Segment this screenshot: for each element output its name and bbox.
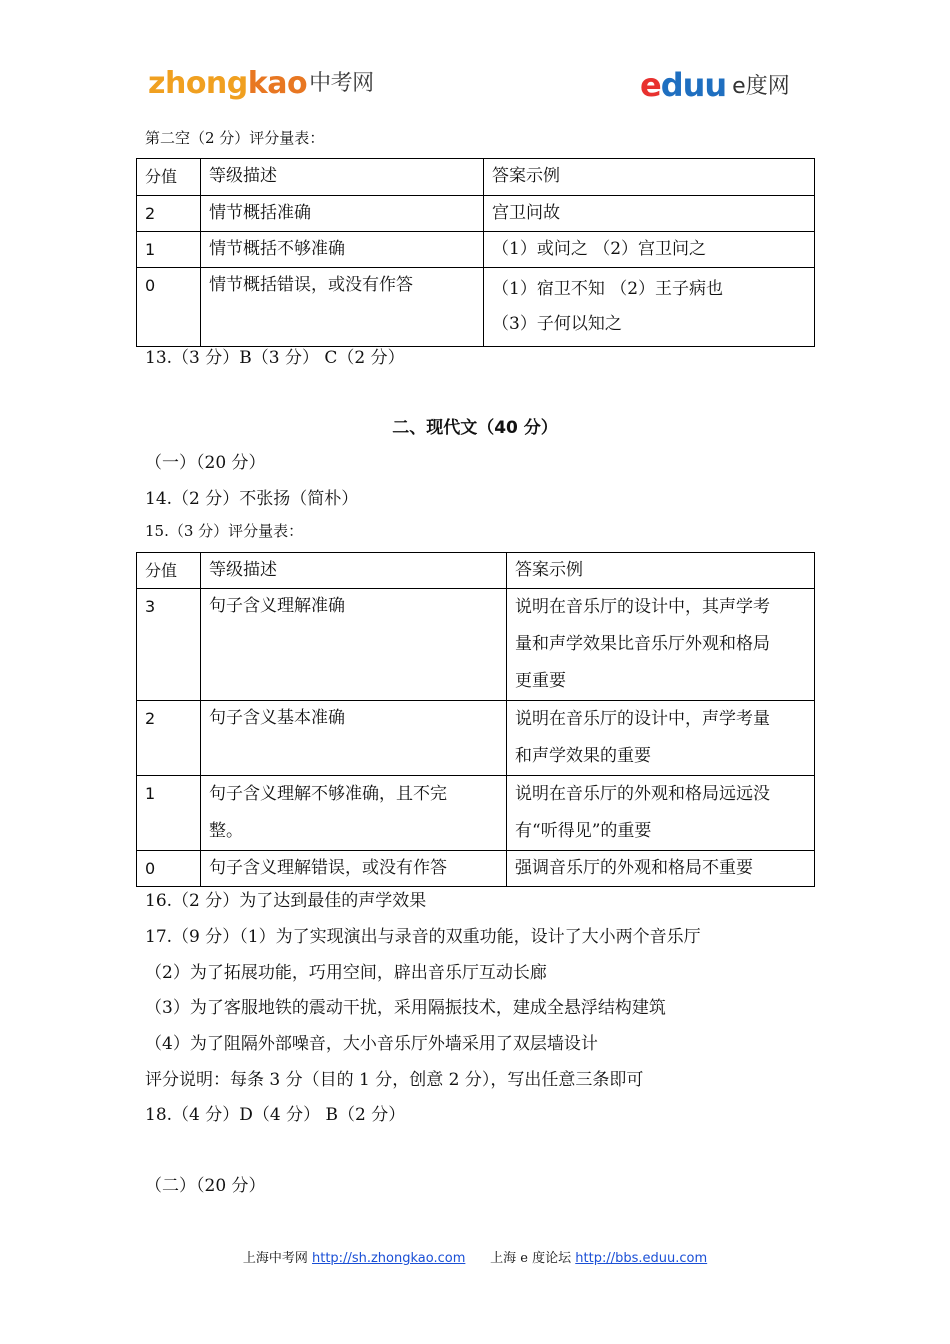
- table-row: [137, 701, 815, 776]
- example-line: 量和声学效果比音乐厅外观和格局: [515, 634, 770, 654]
- example-line: 说明在音乐厅的外观和格局远远没: [515, 784, 770, 804]
- example-line: 更重要: [515, 671, 566, 691]
- description-cell: 句子含义理解错误，或没有作答: [201, 851, 507, 887]
- score-cell: 3: [137, 589, 201, 701]
- table-row: [137, 196, 815, 232]
- example-line: （1）宿卫不知 （2）王子病也: [492, 279, 724, 299]
- example-line: 和声学效果的重要: [515, 746, 651, 766]
- example-cell: [507, 701, 815, 776]
- logo-text: duu: [660, 66, 727, 104]
- logo-text-cn: 中考网: [309, 71, 374, 96]
- answer-18: 18.（4 分）D（4 分） B（2 分）: [145, 1105, 406, 1125]
- example-cell: [507, 589, 815, 701]
- score-cell: 2: [137, 196, 201, 232]
- scoring-table-1: [136, 158, 815, 347]
- answer-17-item: （2）为了拓展功能，巧用空间，辟出音乐厅互动长廊: [145, 963, 547, 983]
- answer-16: 16.（2 分）为了达到最佳的声学效果: [145, 891, 427, 911]
- logo-text-cn: e度网: [732, 74, 790, 99]
- answer-15-title: 15.（3 分）评分量表：: [145, 522, 304, 540]
- part-heading: （二）（20 分）: [145, 1176, 266, 1196]
- header-cell: 答案示例: [484, 159, 815, 196]
- example-line: 有“听得见”的重要: [515, 821, 652, 841]
- table-title: 第二空（2 分）评分量表：: [145, 129, 325, 147]
- table-row: [137, 232, 815, 268]
- header-cell: 分值: [137, 159, 201, 196]
- header-cell: 分值: [137, 553, 201, 589]
- answer-17-item: （3）为了客服地铁的震动干扰，采用隔振技术，建成全悬浮结构建筑: [145, 998, 666, 1018]
- footer: [0, 1247, 950, 1266]
- example-cell: 宫卫问故: [484, 196, 815, 232]
- header-cell: 等级描述: [201, 159, 484, 196]
- eduu-logo[interactable]: [640, 66, 790, 104]
- description-line: 整。: [209, 821, 243, 841]
- footer-label: 上海中考网: [242, 1251, 308, 1266]
- answer-17: 17.（9 分）（1）为了实现演出与录音的双重功能，设计了大小两个音乐厅: [145, 927, 701, 947]
- answer-13: 13.（3 分）B（3 分） C（2 分）: [145, 348, 405, 368]
- logo-text: zhong: [148, 66, 248, 101]
- description-cell: 句子含义基本准确: [201, 701, 507, 776]
- example-cell: [484, 268, 815, 347]
- answer-17-item: （4）为了阻隔外部噪音，大小音乐厅外墙采用了双层墙设计: [145, 1034, 598, 1054]
- header-cell: 答案示例: [507, 553, 815, 589]
- scoring-note: 评分说明：每条 3 分（目的 1 分，创意 2 分），写出任意三条即可: [145, 1070, 644, 1090]
- score-cell: 0: [137, 268, 201, 347]
- footer-label: 上海 e 度论坛: [490, 1251, 572, 1266]
- table-row: [137, 589, 815, 701]
- description-cell: 情节概括准确: [201, 196, 484, 232]
- description-cell: 情节概括错误，或没有作答: [201, 268, 484, 347]
- score-cell: 1: [137, 232, 201, 268]
- score-cell: 1: [137, 776, 201, 851]
- zhongkao-link[interactable]: http://sh.zhongkao.com: [312, 1251, 466, 1266]
- example-cell: （1）或问之 （2）宫卫问之: [484, 232, 815, 268]
- score-cell: 0: [137, 851, 201, 887]
- description-cell: 句子含义理解准确: [201, 589, 507, 701]
- zhongkao-logo[interactable]: [148, 66, 374, 101]
- example-line: （3）子何以知之: [492, 314, 622, 334]
- logo-text: e: [640, 66, 661, 104]
- description-cell: 情节概括不够准确: [201, 232, 484, 268]
- score-cell: 2: [137, 701, 201, 776]
- example-cell: [507, 776, 815, 851]
- table-header-row: [137, 553, 815, 589]
- header-cell: 等级描述: [201, 553, 507, 589]
- example-line: 说明在音乐厅的设计中，声学考量: [515, 709, 770, 729]
- scoring-table-2: [136, 552, 815, 887]
- description-line: 句子含义理解不够准确，且不完: [209, 784, 447, 804]
- eduu-link[interactable]: http://bbs.eduu.com: [575, 1251, 708, 1266]
- logo-text: kao: [247, 66, 308, 101]
- part-heading: （一）（20 分）: [145, 453, 266, 473]
- description-cell: [201, 776, 507, 851]
- example-line: 说明在音乐厅的设计中，其声学考: [515, 597, 770, 617]
- table-row: [137, 268, 815, 347]
- table-row: [137, 851, 815, 887]
- table-header-row: [137, 159, 815, 196]
- section-heading: 二、现代文（40 分）: [392, 418, 558, 438]
- table-row: [137, 776, 815, 851]
- example-cell: 强调音乐厅的外观和格局不重要: [507, 851, 815, 887]
- answer-14: 14.（2 分）不张扬（简朴）: [145, 489, 359, 509]
